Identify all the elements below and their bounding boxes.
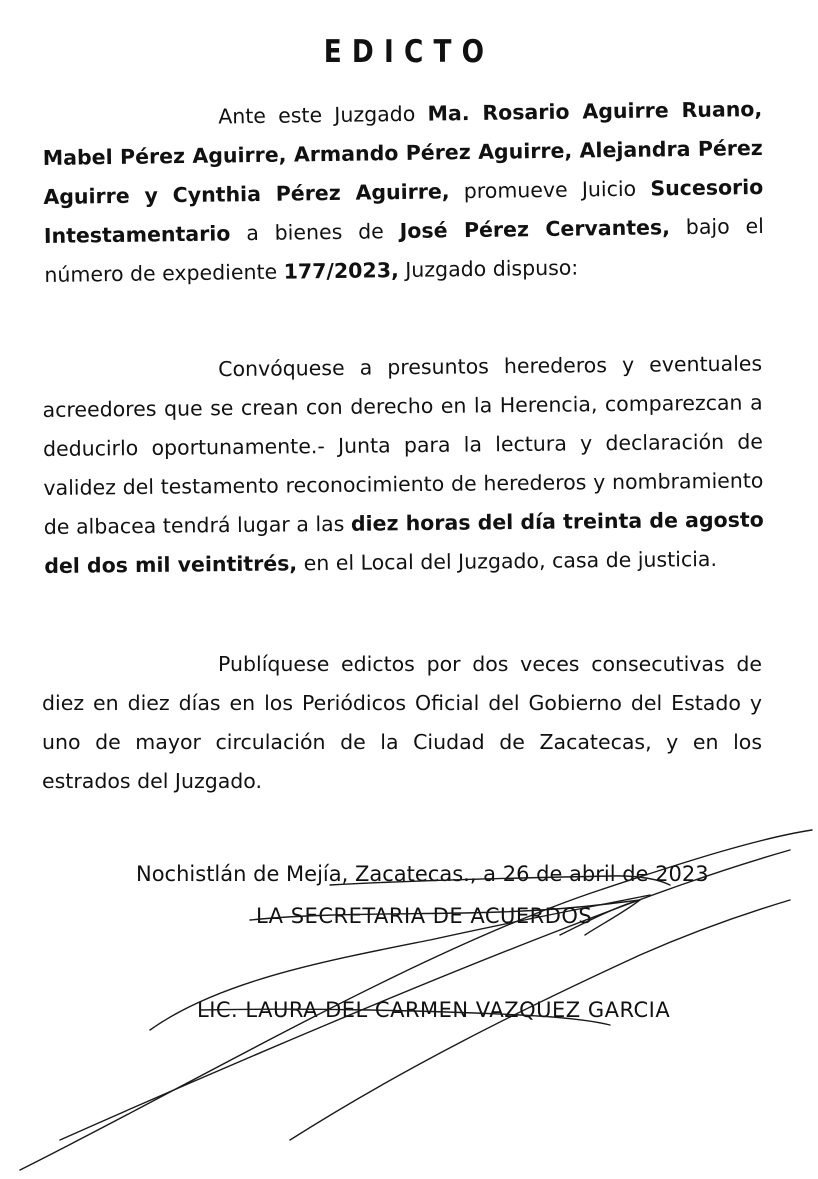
case-number: 177/2023, (283, 258, 399, 284)
deceased-name: José Pérez Cervantes, (399, 215, 671, 244)
petitioner-names: Ma. Rosario Aguirre Ruano, Mabel Pérez Aguirre, Armando Pérez Aguirre, Alejandra Pérez Aguirre y Cynthia Pérez Aguirre, (42, 96, 763, 209)
text: en el Local del Juzgado, casa de justicia. (297, 546, 718, 576)
text: Convóquese a presuntos herederos y eventuales acreedores que se crean con derecho en la Herencia, comparezcan a deducirlo oportunamente.- Junta para la lectura y declaración de validez del testamento reconocimiento de herederos y nombramiento de albacea tendrá lugar a las (42, 351, 764, 539)
text: Publíquese edictos por dos veces consecutivas de diez en diez días en los Periódicos Oficial del Gobierno del Estado y uno de mayor circulación de la Ciudad de Zacatecas, y en los estrados del Juzgado. (42, 652, 762, 793)
paragraph-publication (42, 645, 762, 801)
document-title: EDICTO (323, 34, 495, 70)
hearing-date: diez horas del día treinta de agosto del dos mil veintitrés, (44, 507, 764, 578)
trial-type: Sucesorio Intestamentario (43, 174, 764, 248)
text: Juzgado dispuso: (398, 255, 579, 283)
paragraph-summons (42, 344, 764, 586)
text: Ante este Juzgado (218, 101, 428, 129)
text: bajo el número de expediente (44, 213, 765, 287)
signer-role: LA SECRETARIA DE ACUERDOS (256, 904, 593, 928)
text: a bienes de (230, 219, 400, 246)
signer-name: LIC. LAURA DEL CARMEN VAZQUEZ GARCIA (197, 998, 671, 1022)
place-date: Nochistlán de Mejía, Zacatecas., a 26 de abril de 2023 (136, 862, 709, 886)
text: promueve Juicio (449, 176, 651, 204)
paragraph-petition (42, 90, 765, 295)
